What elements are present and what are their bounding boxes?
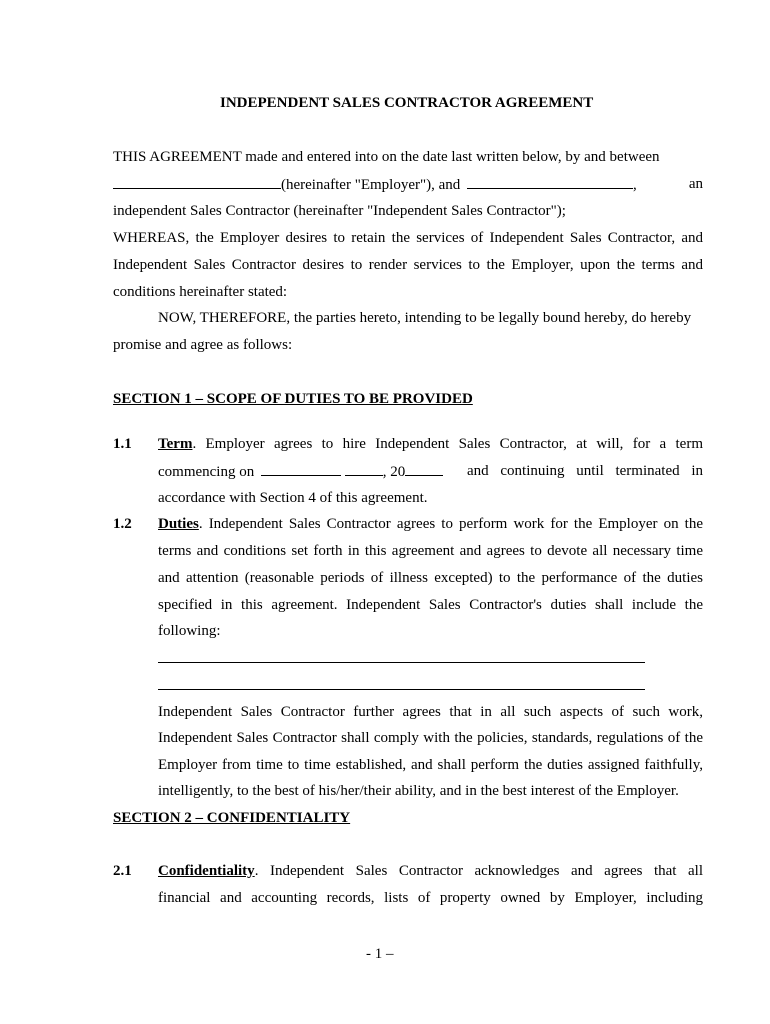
clause-2-1-line-1: [158, 862, 703, 880]
intro-comma: ,: [633, 177, 637, 193]
clause-1-2-para-2-line-2: Independent Sales Contractor shall comply with the policies, standards, regulations of the: [158, 730, 703, 746]
clause-1-1-text: Employer agrees to hire Independent Sales Contractor, at will, for a term: [205, 436, 703, 452]
section-2-heading: SECTION 2 – CONFIDENTIALITY: [113, 810, 351, 826]
commencing-text: commencing on: [158, 464, 255, 480]
clause-1-2-para-2-line-4: intelligently, to the best of his/her/their ability, and in the best interest of the Employer.: [158, 783, 679, 799]
continuing-text: and continuing until terminated in: [467, 463, 703, 479]
clause-1-2-line-2: terms and conditions set forth in this agreement and agrees to devote all necessary time: [158, 543, 703, 559]
intro-line-2: [113, 175, 703, 194]
intro-employer-text: (hereinafter "Employer"), and: [281, 177, 461, 193]
whereas-line-2: Independent Sales Contractor desires to render services to the Employer, upon the terms and: [113, 257, 703, 273]
start-date-year-blank[interactable]: [405, 462, 443, 476]
duties-blank-line-2[interactable]: [158, 689, 645, 690]
now-therefore-line-2: promise and agree as follows:: [113, 337, 293, 353]
year-prefix-text: , 20: [382, 464, 406, 480]
whereas-line-3: conditions hereinafter stated:: [113, 284, 288, 300]
whereas-line-1: WHEREAS, the Employer desires to retain the services of Independent Sales Contractor, and: [113, 230, 703, 246]
clause-2-1-term: Confidentiality: [158, 863, 255, 879]
intro-line-1: THIS AGREEMENT made and entered into on the date last written below, by and between: [113, 149, 660, 165]
start-date-month-blank[interactable]: [261, 462, 341, 476]
page-number: - 1 –: [366, 946, 394, 962]
clause-1-2-para-2-line-3: Employer from time to time established, and shall perform the duties assigned faithfully,: [158, 757, 703, 773]
contractor-name-blank[interactable]: [467, 175, 633, 189]
clause-1-2-number: 1.2: [113, 516, 132, 532]
intro-an-text: an: [688, 176, 703, 192]
employer-name-blank[interactable]: [113, 175, 281, 189]
clause-2-1-number: 2.1: [113, 863, 132, 879]
clause-1-2-line-5: following:: [158, 623, 221, 639]
clause-1-1-line-2: [158, 462, 703, 481]
intro-line-3: independent Sales Contractor (hereinafter "Independent Sales Contractor");: [113, 203, 566, 219]
clause-1-2-para-2-line-1: Independent Sales Contractor further agrees that in all such aspects of such work,: [158, 704, 703, 720]
clause-1-2-text: Independent Sales Contractor agrees to perform work for the Employer on the: [208, 516, 703, 532]
clause-1-1-term: Term: [158, 436, 193, 452]
clause-1-2-term: Duties: [158, 516, 199, 532]
clause-1-2-line-1: [158, 515, 703, 533]
now-therefore-line-1: NOW, THEREFORE, the parties hereto, intending to be legally bound hereby, do hereby: [158, 310, 692, 326]
clause-1-1-number: 1.1: [113, 436, 132, 452]
clause-1-1-line-1: [158, 435, 703, 453]
clause-1-1-term-punct: .: [192, 436, 197, 452]
document-title: INDEPENDENT SALES CONTRACTOR AGREEMENT: [220, 95, 594, 111]
duties-blank-line-1[interactable]: [158, 662, 645, 663]
clause-2-1-term-punct: .: [254, 863, 259, 879]
clause-2-1-line-2: financial and accounting records, lists of property owned by Employer, including: [158, 890, 703, 906]
start-date-day-blank[interactable]: [345, 462, 383, 476]
clause-1-1-line-3: accordance with Section 4 of this agreement.: [158, 490, 428, 506]
clause-1-2-term-punct: .: [198, 516, 203, 532]
clause-1-2-line-3: and attention (reasonable periods of illness excepted) to the performance of the duties: [158, 570, 703, 586]
clause-2-1-text: Independent Sales Contractor acknowledges and agrees that all: [269, 863, 703, 879]
clause-1-2-line-4: specified in this agreement. Independent Sales Contractor's duties shall include the: [158, 597, 703, 613]
section-1-heading: SECTION 1 – SCOPE OF DUTIES TO BE PROVIDED: [113, 391, 473, 407]
